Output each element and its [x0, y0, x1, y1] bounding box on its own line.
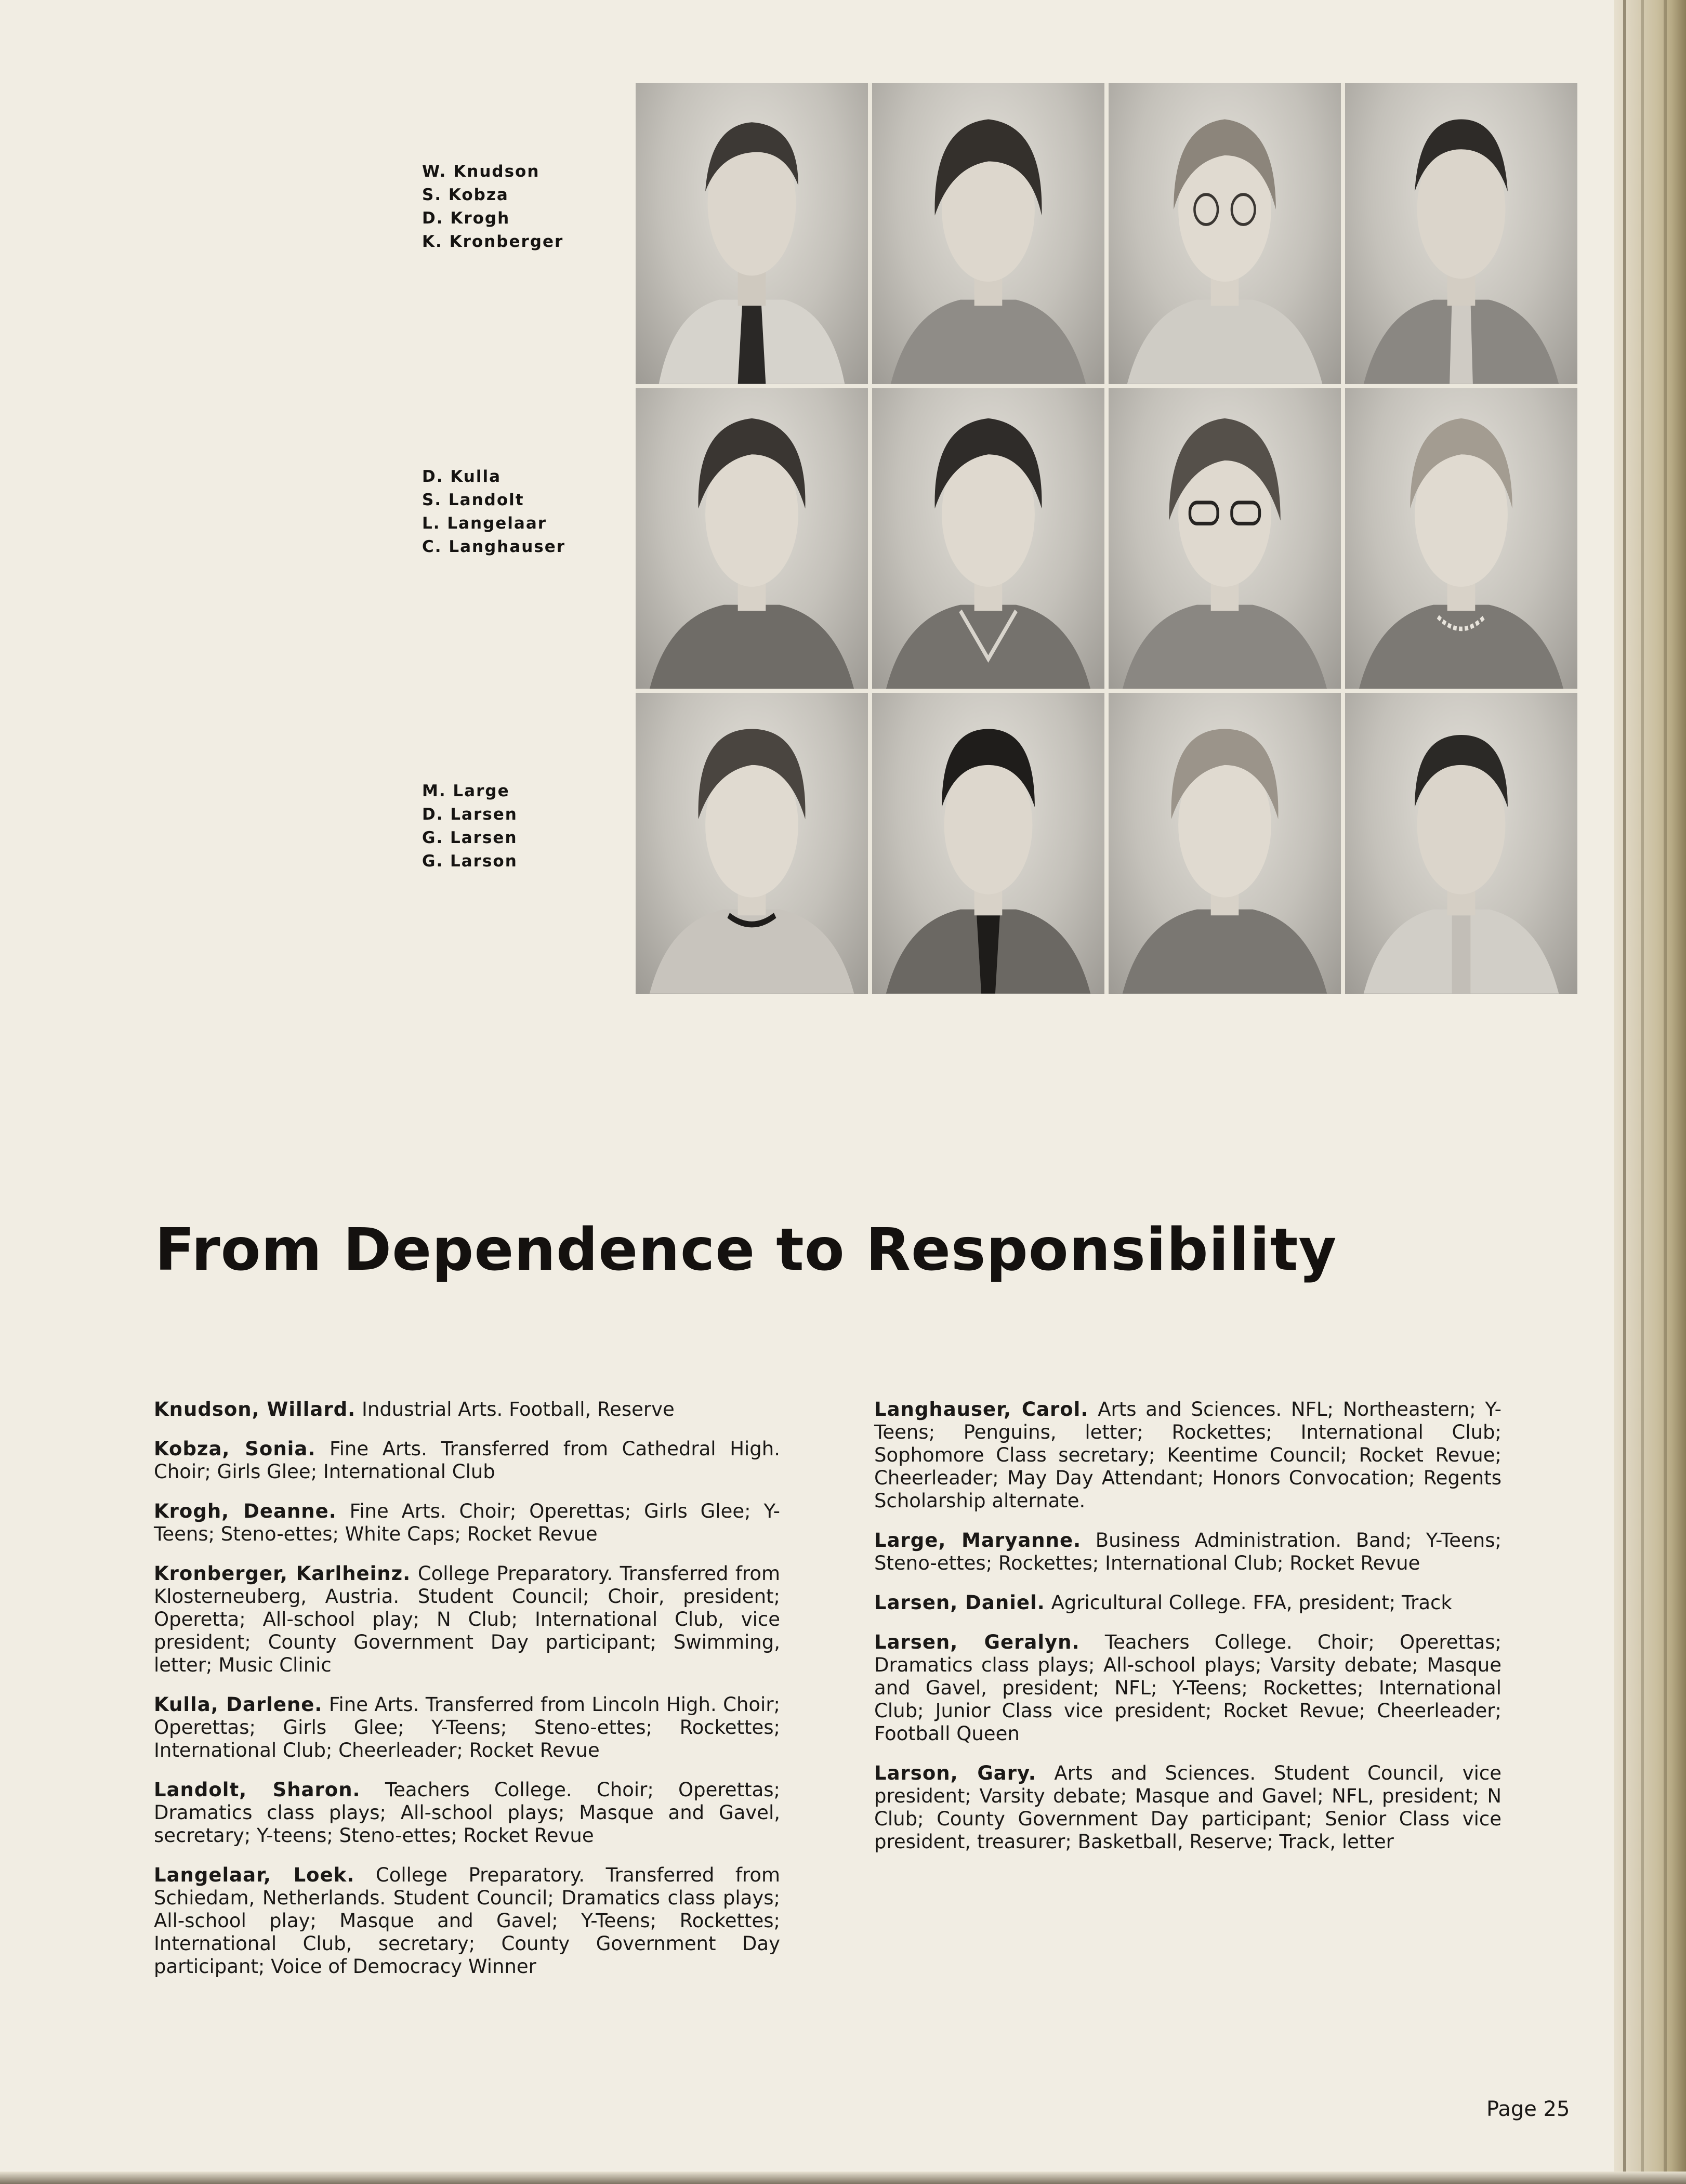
student-name: Landolt, Sharon.: [154, 1779, 361, 1801]
name-label: D. Kulla: [422, 467, 502, 486]
student-details: College Preparatory. Transferred from Schiedam, Netherlands. Student Council; Dramatics class plays; All-school play; Masque and Gavel; Y-Teens; Rockettes; International Club, secretary; County Government Day participant; Voice of Democracy Winner: [154, 1864, 780, 1978]
page-bottom-edge: [0, 2172, 1686, 2184]
student-name: Krogh, Deanne.: [154, 1500, 337, 1522]
bio-entry: [154, 1398, 780, 1421]
bio-column-left: [154, 1398, 780, 1995]
bio-entry: [874, 1631, 1501, 1745]
student-name: Langelaar, Loek.: [154, 1864, 355, 1886]
portrait-photo: [1109, 693, 1341, 994]
page-number: Page 25: [1486, 2097, 1570, 2121]
portrait-photo: [872, 83, 1104, 384]
row-2-names: [422, 465, 565, 559]
name-label: S. Kobza: [422, 186, 509, 204]
student-name: Larson, Gary.: [874, 1762, 1036, 1784]
bio-entry: [154, 1500, 780, 1546]
bio-entry: [874, 1398, 1501, 1512]
student-name: Langhauser, Carol.: [874, 1398, 1089, 1420]
student-name: Knudson, Willard.: [154, 1398, 356, 1420]
bio-entry: [874, 1591, 1501, 1614]
name-label: W. Knudson: [422, 162, 540, 181]
name-label: M. Large: [422, 782, 510, 800]
book-binding-edge: [1614, 0, 1686, 2184]
name-label: D. Krogh: [422, 209, 510, 228]
bio-entry: [154, 1864, 780, 1978]
student-name: Larsen, Geralyn.: [874, 1631, 1080, 1653]
portrait-photo: [636, 83, 868, 384]
name-label: K. Kronberger: [422, 232, 564, 251]
portrait-photo: [872, 693, 1104, 994]
portrait-photo: [1345, 693, 1577, 994]
student-details: College Preparatory. Transferred from Klosterneuberg, Austria. Student Council; Choir, president; Operetta; All-school play; N Club; International Club, vice president; County Government Day participant; Swimming, letter; Music Clinic: [154, 1562, 781, 1676]
name-label: G. Larson: [422, 852, 518, 871]
student-name: Larsen, Daniel.: [874, 1591, 1045, 1614]
student-name: Kronberger, Karlheinz.: [154, 1562, 411, 1585]
student-details: Fine Arts. Transferred from Lincoln High. Choir; Operettas; Girls Glee; Y-Teens; Steno-ettes; Rockettes; International Club; Cheerleader; Rocket Revue: [154, 1693, 781, 1761]
row-3-names: [422, 780, 518, 873]
student-details: Arts and Sciences. Student Council, vice president; Varsity debate; Masque and Gavel; NFL, president; N Club; County Government Day participant; Senior Class vice president, treasurer; Basketball, Reserve; Track, letter: [874, 1762, 1502, 1853]
student-details: Fine Arts. Transferred from Cathedral High. Choir; Girls Glee; International Club: [154, 1438, 780, 1483]
name-label: C. Langhauser: [422, 537, 566, 556]
bio-entry: [154, 1779, 780, 1847]
name-label: G. Larsen: [422, 828, 518, 847]
page-title: From Dependence to Responsibility: [155, 1216, 1337, 1284]
student-details: Agricultural College. FFA, president; Track: [1051, 1591, 1452, 1614]
portrait-photo: [1345, 388, 1577, 689]
student-name: Kulla, Darlene.: [154, 1693, 323, 1716]
portrait-grid: [636, 83, 1577, 994]
bio-column-right: [874, 1398, 1501, 1870]
student-details: Fine Arts. Choir; Operettas; Girls Glee; Y-Teens; Steno-ettes; White Caps; Rocket Revue: [154, 1500, 781, 1545]
bio-entry: [154, 1438, 780, 1483]
student-details: Teachers College. Choir; Operettas; Dramatics class plays; All-school plays; Masque and Gavel, secretary; Y-teens; Steno-ettes; Rocket Revue: [154, 1779, 781, 1847]
name-label: D. Larsen: [422, 805, 518, 824]
row-1-names: [422, 160, 563, 254]
bio-entry: [874, 1762, 1501, 1853]
student-details: Industrial Arts. Football, Reserve: [361, 1398, 675, 1420]
bio-entry: [154, 1562, 780, 1677]
portrait-photo: [1345, 83, 1577, 384]
portrait-photo: [636, 388, 868, 689]
portrait-photo: [872, 388, 1104, 689]
name-label: L. Langelaar: [422, 514, 547, 533]
student-details: Business Administration. Band; Y-Teens; Steno-ettes; Rockettes; International Club; Rocket Revue: [874, 1529, 1502, 1574]
portrait-photo: [636, 693, 868, 994]
bio-entry: [874, 1529, 1501, 1575]
portrait-photo: [1109, 388, 1341, 689]
student-name: Large, Maryanne.: [874, 1529, 1082, 1551]
student-details: Arts and Sciences. NFL; Northeastern; Y-Teens; Penguins, letter; Rockettes; International Club; Sophomore Class secretary; Keentime Council; Rocket Revue; Cheerleader; May Day Attendant; Honors Convocation; Regents Scholarship alternate.: [874, 1398, 1501, 1512]
portrait-photo: [1109, 83, 1341, 384]
bio-entry: [154, 1693, 780, 1762]
student-name: Kobza, Sonia.: [154, 1438, 316, 1460]
student-details: Teachers College. Choir; Operettas; Dramatics class plays; All-school plays; Varsity debate; Masque and Gavel, president; NFL; Y-Teens; Rockettes; International Club; Junior Class vice president; Rocket Revue; Cheerleader; Football Queen: [874, 1631, 1501, 1745]
name-label: S. Landolt: [422, 491, 524, 509]
